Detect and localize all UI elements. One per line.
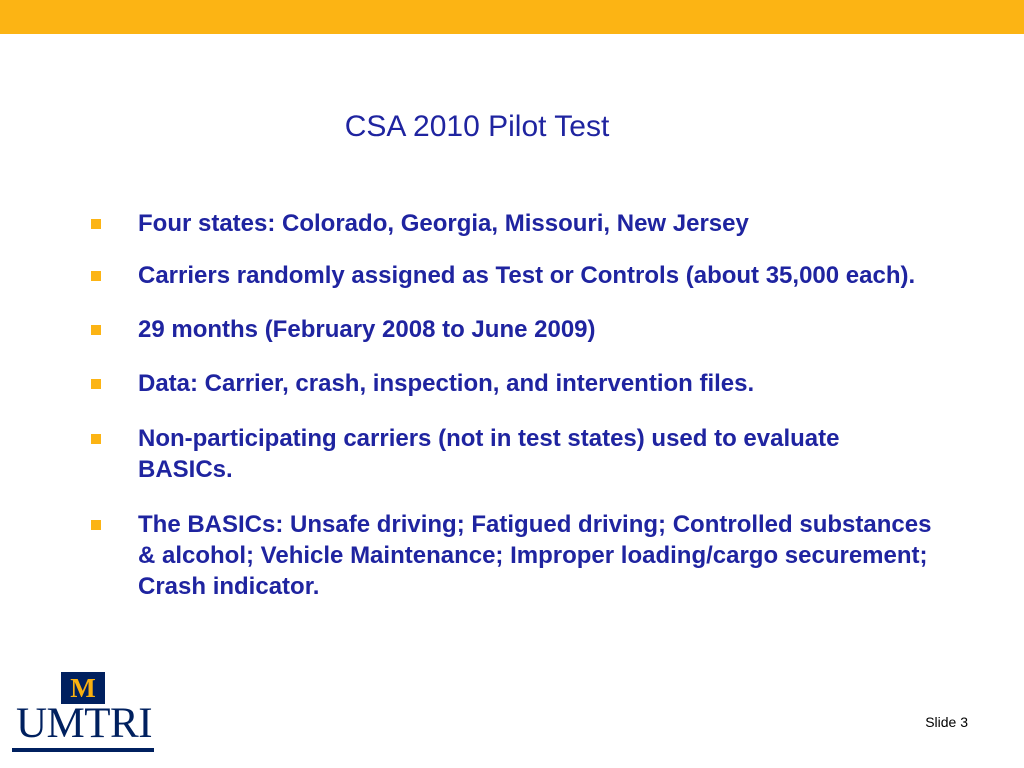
bullet-text: Four states: Colorado, Georgia, Missouri, New Jersey [138,210,749,237]
logo-underline [12,748,154,752]
top-accent-bar [0,0,1024,34]
bullet-text: 29 months (February 2008 to June 2009) [138,316,596,343]
umtri-logo [10,672,158,754]
slide-number: Slide 3 [925,714,968,730]
square-bullet-icon [91,271,101,281]
square-bullet-icon [91,434,101,444]
bullet-list [88,208,948,602]
bullet-text: The BASICs: Unsafe driving; Fatigued driving; Controlled substances & alcohol; Vehicle Maintenance; Improper loading/cargo securement; Crash indicator. [138,511,932,600]
bullet-item [88,368,948,399]
square-bullet-icon [91,520,101,530]
bullet-text: Carriers randomly assigned as Test or Controls (about 35,000 each). [138,262,916,289]
block-m-logo-icon: M [61,672,105,704]
slide-title: CSA 2010 Pilot Test [344,110,610,143]
bullet-item [88,423,948,485]
square-bullet-icon [91,325,101,335]
bullet-item [88,509,948,602]
bullet-text: Non-participating carriers (not in test states) used to evaluate BASICs. [138,425,840,483]
bullet-item [88,314,948,345]
square-bullet-icon [91,219,101,229]
bullet-item [88,208,948,239]
bullet-text: Data: Carrier, crash, inspection, and intervention files. [138,370,755,397]
bullet-item [88,260,948,291]
square-bullet-icon [91,379,101,389]
logo-wordmark: UMTRI [15,700,153,747]
